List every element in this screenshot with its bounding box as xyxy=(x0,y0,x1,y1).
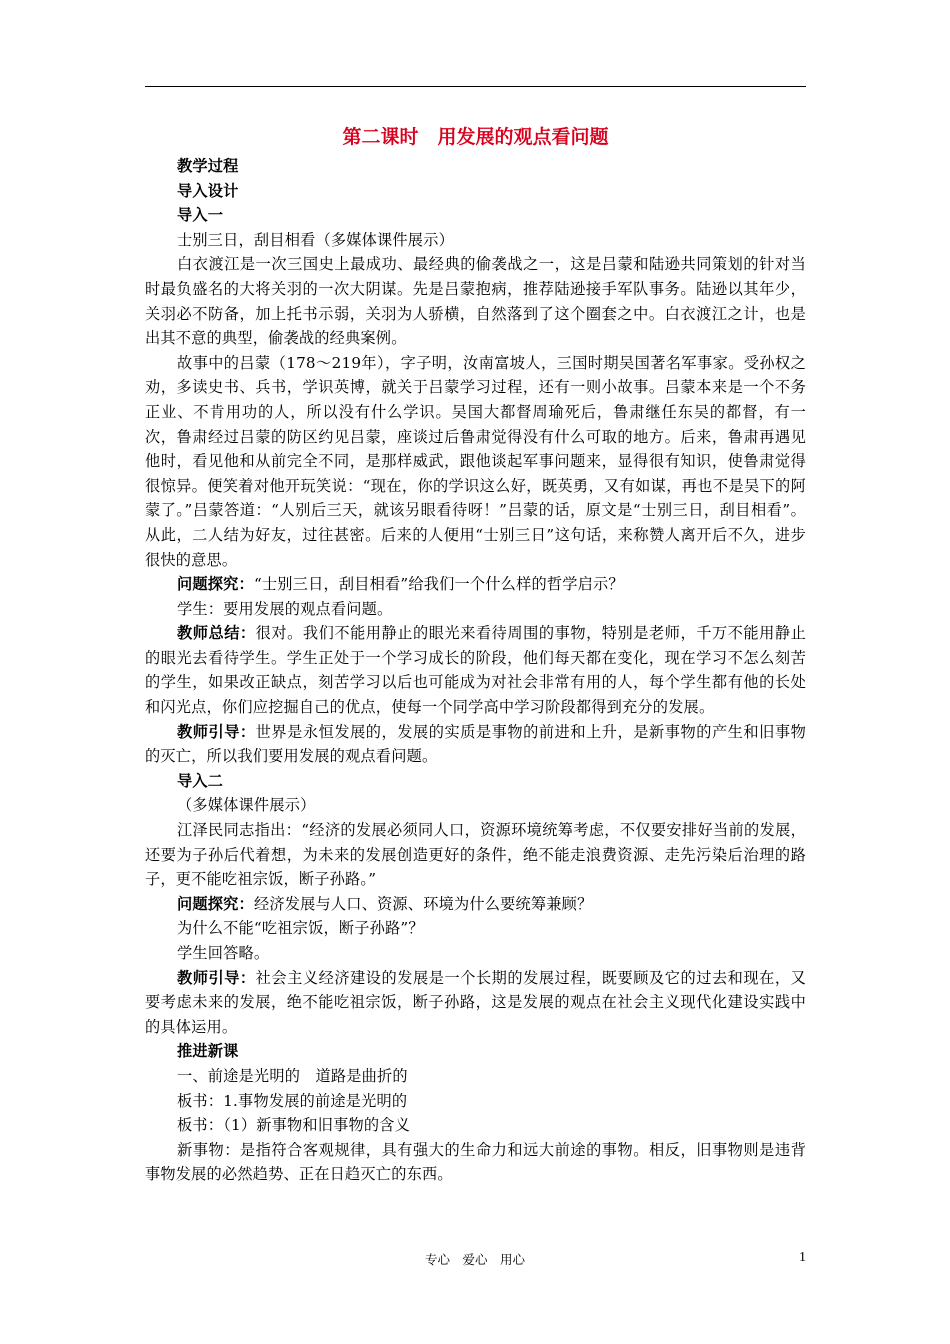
question-two xyxy=(145,892,806,917)
section-new-lesson: 推进新课 xyxy=(177,1042,239,1061)
teacher-summary-label: 教师总结： xyxy=(177,624,256,643)
student-answer-two: 学生回答略。 xyxy=(177,944,270,962)
header-rule xyxy=(145,86,806,87)
point-one: 一、前途是光明的 道路是曲折的 xyxy=(177,1066,408,1085)
teacher-summary-text: 很对。我们不能用静止的眼光来看待周围的事物，特别是老师，千万不能用静止的眼光去看待学生。学生正处于一个学习成长的阶段，他们每天都在变化，现在学习不怎么刻苦的学生，如果改正缺点，刻苦学习以后也可能成为对社会非常有用的人，每个学生都有他的长处和闪光点，你们应挖掘自己的优点，使每一个同学高中学习阶段都得到充分的发展。 xyxy=(145,624,807,717)
teacher-guide-one xyxy=(145,720,806,769)
teacher-guide-two xyxy=(145,966,806,1040)
question-two-line-two: 为什么不能“吃祖宗饭，断子孙路”？ xyxy=(177,919,424,938)
teacher-guide-two-text: 社会主义经济建设的发展是一个长期的发展过程，既要顾及它的过去和现在，又要考虑未来的发展，绝不能吃祖宗饭，断子孙路，这是发展的观点在社会主义现代化建设实践中的具体运用。 xyxy=(145,968,807,1036)
footer-text: 专心 爱心 用心 xyxy=(424,1252,525,1267)
paragraph-jiang-quote: 江泽民同志指出：“经济的发展必须同人口，资源环境统筹考虑，不仅要安排好当前的发展，还要为子孙后代着想，为未来的发展创造更好的条件，绝不能走浪费资源、走先污染后治理的路子，更不能吃祖宗饭，断子孙路。” xyxy=(145,821,806,889)
question-one xyxy=(145,572,806,597)
section-intro-design: 导入设计 xyxy=(177,181,239,200)
question-one-text: “士别三日，刮目相看”给我们一个什么样的哲学启示？ xyxy=(253,575,624,594)
paragraph-lvmeng-story: 故事中的吕蒙（178～219年），字子明，汝南富坡人，三国时期吴国著名军事家。受孙权之劝，多读史书、兵书，学识英博，就关于吕蒙学习过程，还有一则小故事。吕蒙本来是一个不务正业、不肯用功的人，所以没有什么学识。吴国大都督周瑜死后，鲁肃继任东吴的都督，有一次，鲁肃经过吕蒙的防区约见吕蒙，座谈过后鲁肃觉得没有什么可取的地方。后来，鲁肃再遇见他时，看见他和从前完全不同，是那样威武，跟他谈起军事问题来，显得很有知识，使鲁肃觉得很惊异。便笑着对他开玩笑说：“现在，你的学识这么好，既英勇，又有如谋，再也不是吴下的阿蒙了。”吕蒙答道：“人别后三天，就该另眼看待呀！”吕蒙的话，原文是“士别三日，刮目相看”。从此，二人结为好友，过往甚密。后来的人便用“士别三日”这句话，来称赞人离开后不久，进步很快的意思。 xyxy=(145,353,806,569)
section-teaching-process: 教学过程 xyxy=(177,157,239,175)
board-note-two: 板书：（1）新事物和旧事物的含义 xyxy=(177,1116,411,1135)
page-title: 第二课时 用发展的观点看问题 xyxy=(342,126,609,148)
teacher-summary xyxy=(145,621,806,719)
question-two-text: 经济发展与人口、资源、环境为什么要统筹兼顾？ xyxy=(253,894,593,913)
intro-two-subtitle: （多媒体课件展示） xyxy=(177,796,316,815)
teacher-guide-one-label: 教师引导： xyxy=(177,722,256,741)
intro-one-heading: 导入一 xyxy=(177,206,224,225)
paragraph-baiyi-dujiang: 白衣渡江是一次三国史上最成功、最经典的偷袭战之一，这是吕蒙和陆逊共同策划的针对当时最负盛名的大将关羽的一次大阴谋。先是吕蒙抱病，推荐陆逊接手军队事务。陆逊以其年少，关羽必不防备，加上托书示弱，关羽为人骄横，自然落到了这个圈套之中。白衣渡江之计，也是出其不意的典型，偷袭战的经典案例。 xyxy=(145,255,806,348)
page-number: 1 xyxy=(799,1250,806,1265)
question-two-label: 问题探究： xyxy=(177,894,254,913)
intro-one-subtitle: 士别三日，刮目相看（多媒体课件展示） xyxy=(177,230,454,249)
document-body xyxy=(145,122,806,1187)
board-note-one: 板书：1.事物发展的前途是光明的 xyxy=(177,1091,408,1110)
intro-two-heading: 导入二 xyxy=(177,771,224,790)
student-answer-one: 学生：要用发展的观点看问题。 xyxy=(177,599,393,618)
teacher-guide-two-label: 教师引导： xyxy=(177,968,256,987)
paragraph-new-things: 新事物：是指符合客观规律，具有强大的生命力和远大前途的事物。相反，旧事物则是违背事物发展的必然趋势、正在日趋灭亡的东西。 xyxy=(145,1140,806,1184)
question-one-label: 问题探究： xyxy=(177,575,254,594)
teacher-guide-one-text: 世界是永恒发展的，发展的实质是事物的前进和上升，是新事物的产生和旧事物的灭亡，所以我们要用发展的观点看问题。 xyxy=(145,722,807,766)
